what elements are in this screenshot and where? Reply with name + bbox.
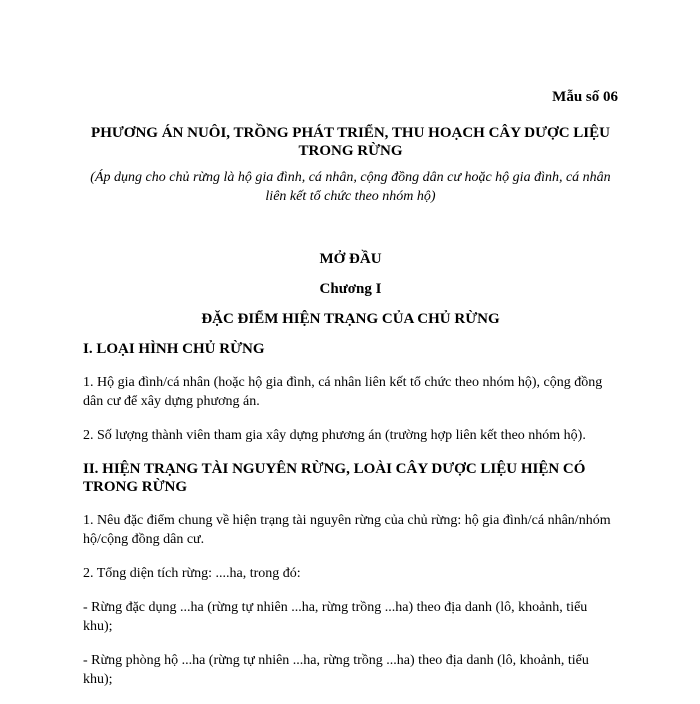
chapter-heading: Chương I [319,281,382,297]
section-paragraph: - Rừng phòng hộ ...ha (rừng tự nhiên ...ha, rừng trồng ...ha) theo địa danh (lô, khoảnh, tiểu khu); [83,653,589,687]
document-subtitle: (Áp dụng cho chủ rừng là hộ gia đình, cá nhân, cộng đồng dân cư hoặc hộ gia đình, cá nhân liên kết tổ chức theo nhóm hộ) [90,170,611,204]
form-number: Mẫu số 06 [552,89,618,105]
section-paragraph: - Rừng đặc dụng ...ha (rừng tự nhiên ...ha, rừng trồng ...ha) theo địa danh (lô, khoảnh, tiểu khu); [83,600,588,634]
section-paragraph: 2. Số lượng thành viên tham gia xây dựng phương án (trường hợp liên kết theo nhóm hộ). [83,428,586,443]
section-paragraph: 1. Nêu đặc điểm chung về hiện trạng tài nguyên rừng của chủ rừng: hộ gia đình/cá nhân/nhóm hộ/cộng đồng dân cư. [83,513,611,547]
document-title: PHƯƠNG ÁN NUÔI, TRỒNG PHÁT TRIỂN, THU HOẠCH CÂY DƯỢC LIỆU TRONG RỪNG [91,125,610,159]
section-heading: I. LOẠI HÌNH CHỦ RỪNG [83,341,265,357]
intro-heading: MỞ ĐẦU [319,251,382,267]
section-heading: II. HIỆN TRẠNG TÀI NGUYÊN RỪNG, LOÀI CÂY DƯỢC LIỆU HIỆN CÓ TRONG RỪNG [83,461,586,495]
section-paragraph: 1. Hộ gia đình/cá nhân (hoặc hộ gia đình, cá nhân liên kết tổ chức theo nhóm hộ), cộng đồng dân cư để xây dựng phương án. [83,375,603,409]
document-body [83,88,618,704]
section-paragraph: 2. Tổng diện tích rừng: ....ha, trong đó: [83,566,301,581]
chapter-title: ĐẶC ĐIỂM HIỆN TRẠNG CỦA CHỦ RỪNG [201,311,500,327]
